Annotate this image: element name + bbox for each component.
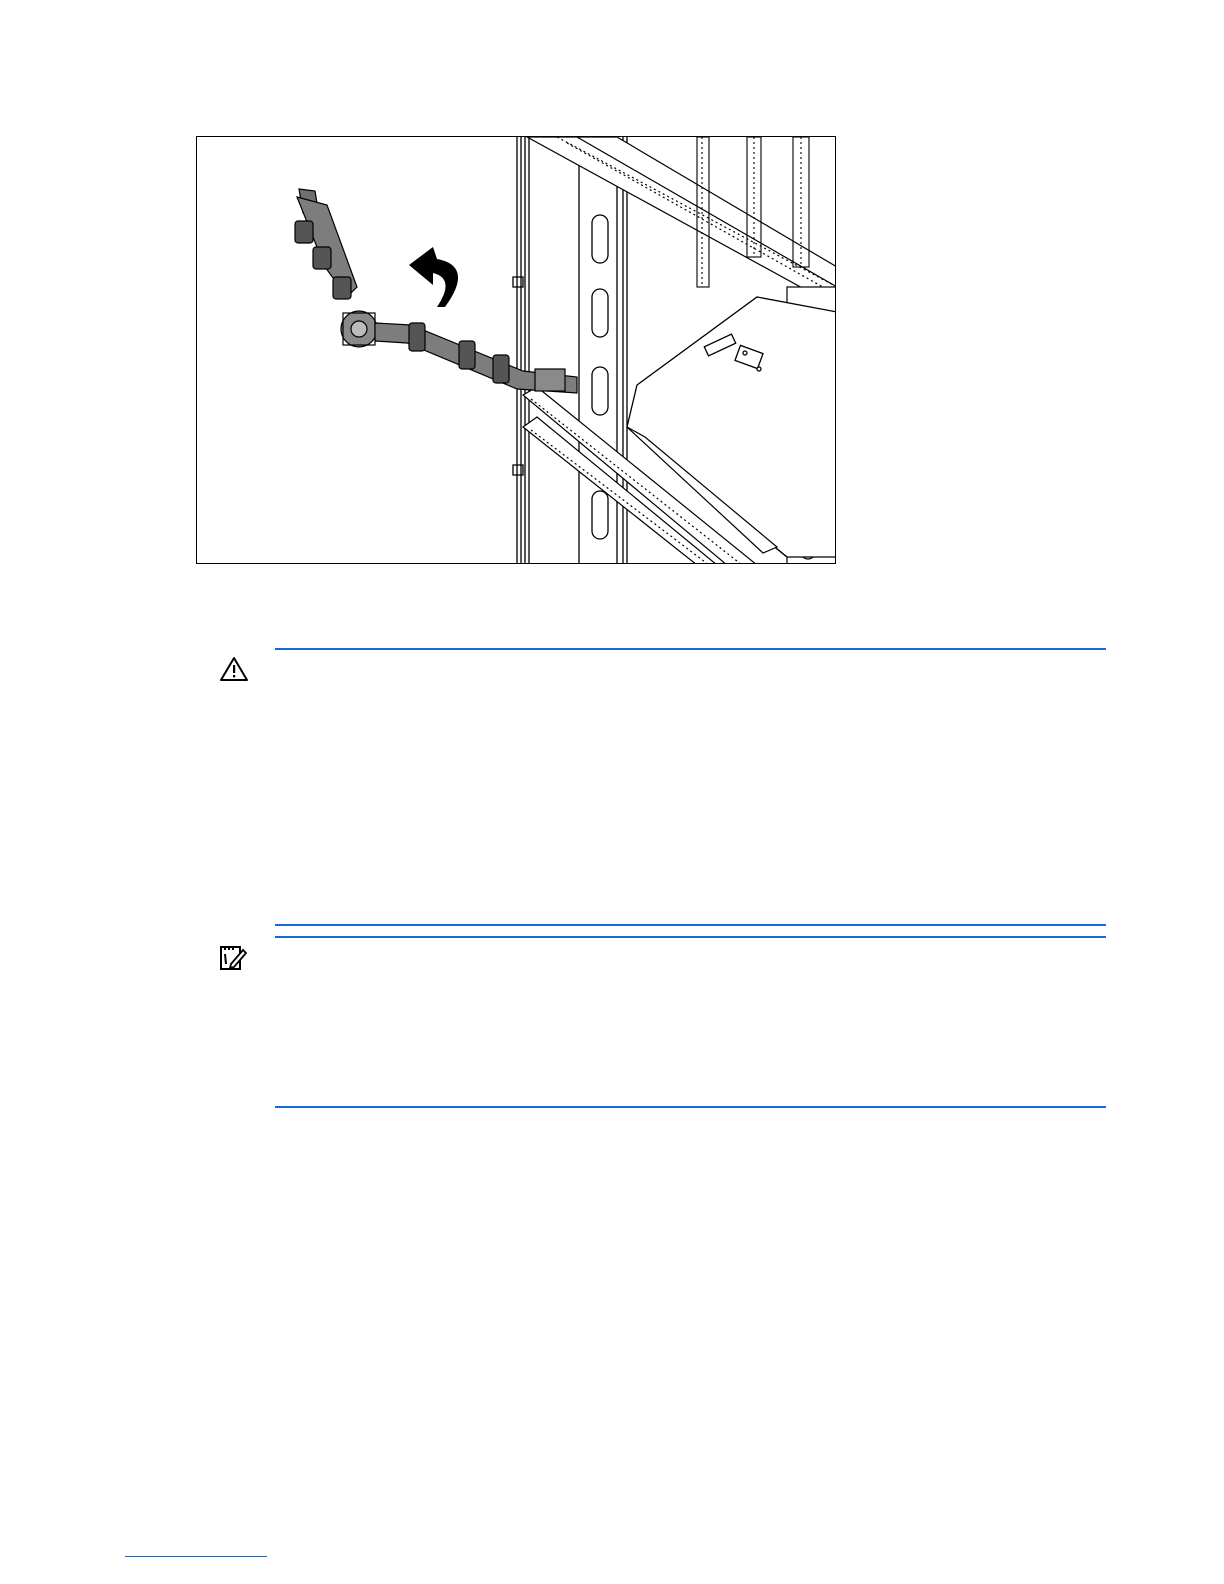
warning-triangle-icon [219,656,249,687]
rotate-arrow-icon [409,247,458,307]
cma-install-illustration [196,136,836,564]
footer-link-underline[interactable] [125,1556,267,1557]
important-top-rule-2 [275,936,1106,938]
cable-management-arm [295,189,577,393]
illustration-svg [197,137,836,564]
important-top-rule-1 [275,924,1106,926]
rack-front-post [513,137,627,564]
important-notepad-icon [219,944,247,977]
warning-top-rule [275,648,1106,650]
important-bottom-rule [275,1106,1106,1108]
top-rack-rail [527,137,836,307]
